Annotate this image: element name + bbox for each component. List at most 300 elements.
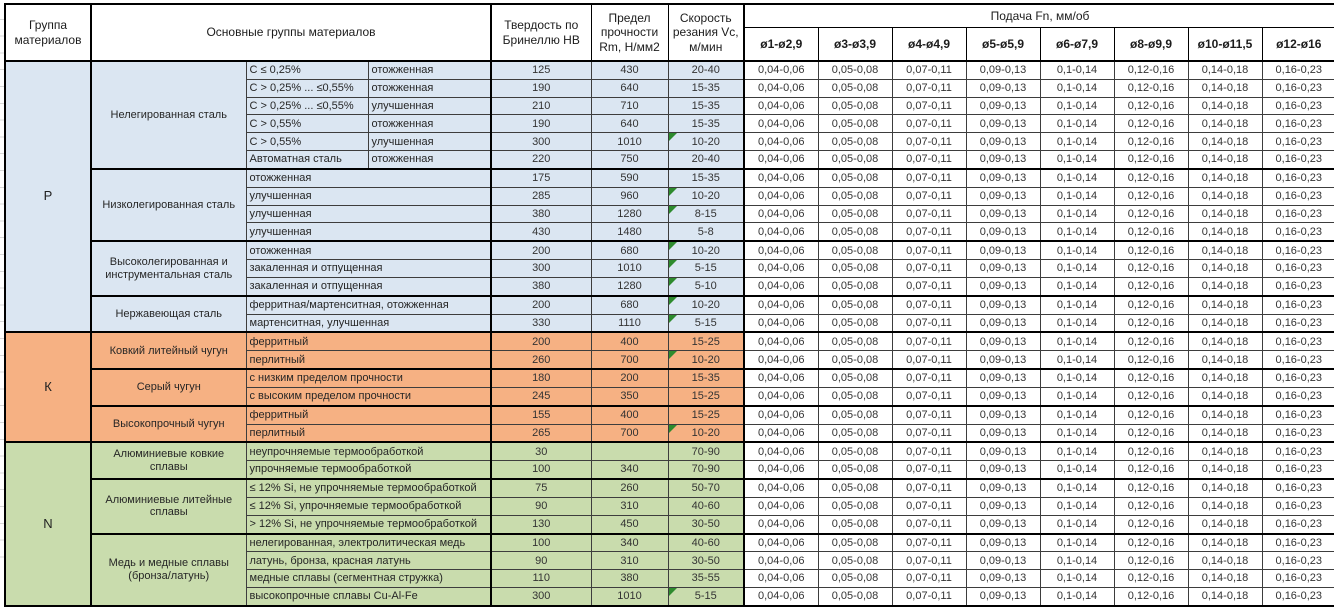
cutting-speed-cell[interactable]: 20-40 bbox=[668, 151, 744, 169]
feed-cell[interactable]: 0,04-0,06 bbox=[744, 205, 818, 223]
feed-cell[interactable]: 0,1-0,14 bbox=[1040, 552, 1114, 570]
feed-cell[interactable]: 0,1-0,14 bbox=[1040, 424, 1114, 442]
material-description-cell[interactable]: перлитный bbox=[246, 351, 491, 369]
feed-cell[interactable]: 0,05-0,08 bbox=[818, 169, 892, 187]
cutting-speed-cell[interactable]: 30-50 bbox=[668, 552, 744, 570]
feed-cell[interactable]: 0,05-0,08 bbox=[818, 241, 892, 259]
hardness-cell[interactable]: 100 bbox=[491, 461, 591, 479]
feed-cell[interactable]: 0,09-0,13 bbox=[966, 442, 1040, 460]
strength-cell[interactable] bbox=[591, 442, 668, 460]
feed-cell[interactable]: 0,14-0,18 bbox=[1188, 133, 1262, 151]
feed-cell[interactable]: 0,04-0,06 bbox=[744, 515, 818, 533]
feed-cell[interactable]: 0,14-0,18 bbox=[1188, 424, 1262, 442]
feed-cell[interactable]: 0,05-0,08 bbox=[818, 332, 892, 350]
header-feed-d10[interactable]: ø10-ø11,5 bbox=[1188, 28, 1262, 62]
header-feed-d5[interactable]: ø5-ø5,9 bbox=[966, 28, 1040, 62]
feed-cell[interactable]: 0,04-0,06 bbox=[744, 479, 818, 497]
feed-cell[interactable]: 0,16-0,23 bbox=[1262, 369, 1334, 387]
strength-cell[interactable]: 710 bbox=[591, 97, 668, 115]
strength-cell[interactable]: 640 bbox=[591, 79, 668, 97]
feed-cell[interactable]: 0,12-0,16 bbox=[1114, 314, 1188, 332]
feed-cell[interactable]: 0,07-0,11 bbox=[892, 223, 966, 241]
header-feed-d4[interactable]: ø4-ø4,9 bbox=[892, 28, 966, 62]
feed-cell[interactable]: 0,05-0,08 bbox=[818, 534, 892, 552]
feed-cell[interactable]: 0,07-0,11 bbox=[892, 351, 966, 369]
feed-cell[interactable]: 0,1-0,14 bbox=[1040, 351, 1114, 369]
feed-cell[interactable]: 0,16-0,23 bbox=[1262, 424, 1334, 442]
feed-cell[interactable]: 0,1-0,14 bbox=[1040, 515, 1114, 533]
feed-cell[interactable]: 0,12-0,16 bbox=[1114, 133, 1188, 151]
hardness-cell[interactable]: 200 bbox=[491, 241, 591, 259]
strength-cell[interactable]: 680 bbox=[591, 241, 668, 259]
strength-cell[interactable]: 750 bbox=[591, 151, 668, 169]
material-description-cell[interactable]: нелегированная, электролитическая медь bbox=[246, 534, 491, 552]
feed-cell[interactable]: 0,14-0,18 bbox=[1188, 169, 1262, 187]
feed-cell[interactable]: 0,1-0,14 bbox=[1040, 260, 1114, 278]
header-feed-d3[interactable]: ø3-ø3,9 bbox=[818, 28, 892, 62]
feed-cell[interactable]: 0,12-0,16 bbox=[1114, 570, 1188, 588]
feed-cell[interactable]: 0,16-0,23 bbox=[1262, 97, 1334, 115]
feed-cell[interactable]: 0,16-0,23 bbox=[1262, 534, 1334, 552]
hardness-cell[interactable]: 30 bbox=[491, 442, 591, 460]
feed-cell[interactable]: 0,09-0,13 bbox=[966, 332, 1040, 350]
feed-cell[interactable]: 0,12-0,16 bbox=[1114, 61, 1188, 79]
feed-cell[interactable]: 0,07-0,11 bbox=[892, 387, 966, 405]
cutting-speed-cell[interactable]: 50-70 bbox=[668, 479, 744, 497]
hardness-cell[interactable]: 90 bbox=[491, 497, 591, 515]
feed-cell[interactable]: 0,1-0,14 bbox=[1040, 79, 1114, 97]
heat-treatment-cell[interactable]: улучшенная bbox=[368, 97, 491, 115]
feed-cell[interactable]: 0,04-0,06 bbox=[744, 169, 818, 187]
cutting-speed-cell[interactable]: 15-25 bbox=[668, 332, 744, 350]
feed-cell[interactable]: 0,07-0,11 bbox=[892, 277, 966, 295]
header-main-groups[interactable]: Основные группы материалов bbox=[91, 4, 491, 61]
feed-cell[interactable]: 0,07-0,11 bbox=[892, 461, 966, 479]
strength-cell[interactable]: 350 bbox=[591, 387, 668, 405]
feed-cell[interactable]: 0,05-0,08 bbox=[818, 552, 892, 570]
feed-cell[interactable]: 0,16-0,23 bbox=[1262, 205, 1334, 223]
feed-cell[interactable]: 0,12-0,16 bbox=[1114, 223, 1188, 241]
feed-cell[interactable]: 0,1-0,14 bbox=[1040, 187, 1114, 205]
feed-cell[interactable]: 0,16-0,23 bbox=[1262, 277, 1334, 295]
strength-cell[interactable]: 310 bbox=[591, 552, 668, 570]
feed-cell[interactable]: 0,12-0,16 bbox=[1114, 97, 1188, 115]
feed-cell[interactable]: 0,16-0,23 bbox=[1262, 115, 1334, 133]
strength-cell[interactable]: 1010 bbox=[591, 588, 668, 606]
feed-cell[interactable]: 0,09-0,13 bbox=[966, 169, 1040, 187]
feed-cell[interactable]: 0,05-0,08 bbox=[818, 351, 892, 369]
feed-cell[interactable]: 0,05-0,08 bbox=[818, 187, 892, 205]
material-description-cell[interactable]: > 12% Si, не упрочняемые термообработкой bbox=[246, 515, 491, 533]
group-code-cell[interactable]: P bbox=[5, 61, 91, 332]
feed-cell[interactable]: 0,04-0,06 bbox=[744, 223, 818, 241]
hardness-cell[interactable]: 75 bbox=[491, 479, 591, 497]
group-code-cell[interactable]: К bbox=[5, 332, 91, 442]
feed-cell[interactable]: 0,16-0,23 bbox=[1262, 387, 1334, 405]
feed-cell[interactable]: 0,09-0,13 bbox=[966, 97, 1040, 115]
feed-cell[interactable]: 0,07-0,11 bbox=[892, 97, 966, 115]
feed-cell[interactable]: 0,14-0,18 bbox=[1188, 552, 1262, 570]
feed-cell[interactable]: 0,09-0,13 bbox=[966, 296, 1040, 314]
subgroup-name-cell[interactable]: Высокопрочный чугун bbox=[91, 406, 246, 443]
hardness-cell[interactable]: 210 bbox=[491, 97, 591, 115]
feed-cell[interactable]: 0,1-0,14 bbox=[1040, 97, 1114, 115]
feed-cell[interactable]: 0,1-0,14 bbox=[1040, 296, 1114, 314]
feed-cell[interactable]: 0,09-0,13 bbox=[966, 479, 1040, 497]
material-description-cell[interactable]: ферритная/мартенситная, отожженная bbox=[246, 296, 491, 314]
carbon-content-cell[interactable]: C > 0,55% bbox=[246, 133, 368, 151]
feed-cell[interactable]: 0,14-0,18 bbox=[1188, 515, 1262, 533]
feed-cell[interactable]: 0,12-0,16 bbox=[1114, 497, 1188, 515]
feed-cell[interactable]: 0,14-0,18 bbox=[1188, 115, 1262, 133]
hardness-cell[interactable]: 100 bbox=[491, 534, 591, 552]
feed-cell[interactable]: 0,12-0,16 bbox=[1114, 387, 1188, 405]
cutting-speed-cell[interactable]: 5-8 bbox=[668, 223, 744, 241]
strength-cell[interactable]: 1110 bbox=[591, 314, 668, 332]
hardness-cell[interactable]: 220 bbox=[491, 151, 591, 169]
feed-cell[interactable]: 0,07-0,11 bbox=[892, 406, 966, 424]
feed-cell[interactable]: 0,05-0,08 bbox=[818, 314, 892, 332]
feed-cell[interactable]: 0,09-0,13 bbox=[966, 369, 1040, 387]
feed-cell[interactable]: 0,09-0,13 bbox=[966, 461, 1040, 479]
header-material-group[interactable]: Группа материалов bbox=[5, 4, 91, 61]
feed-cell[interactable]: 0,04-0,06 bbox=[744, 151, 818, 169]
feed-cell[interactable]: 0,12-0,16 bbox=[1114, 479, 1188, 497]
feed-cell[interactable]: 0,14-0,18 bbox=[1188, 205, 1262, 223]
material-description-cell[interactable]: медные сплавы (сегментная стружка) bbox=[246, 570, 491, 588]
feed-cell[interactable]: 0,04-0,06 bbox=[744, 241, 818, 259]
header-cutting-speed[interactable]: Скорость резания Vc, м/мин bbox=[668, 4, 744, 61]
feed-cell[interactable]: 0,16-0,23 bbox=[1262, 133, 1334, 151]
feed-cell[interactable]: 0,14-0,18 bbox=[1188, 387, 1262, 405]
feed-cell[interactable]: 0,07-0,11 bbox=[892, 260, 966, 278]
subgroup-name-cell[interactable]: Нержавеющая сталь bbox=[91, 296, 246, 333]
feed-cell[interactable]: 0,05-0,08 bbox=[818, 424, 892, 442]
material-description-cell[interactable]: улучшенная bbox=[246, 187, 491, 205]
hardness-cell[interactable]: 285 bbox=[491, 187, 591, 205]
feed-cell[interactable]: 0,12-0,16 bbox=[1114, 588, 1188, 606]
feed-cell[interactable]: 0,07-0,11 bbox=[892, 115, 966, 133]
feed-cell[interactable]: 0,14-0,18 bbox=[1188, 534, 1262, 552]
material-description-cell[interactable]: с высоким пределом прочности bbox=[246, 387, 491, 405]
feed-cell[interactable]: 0,16-0,23 bbox=[1262, 241, 1334, 259]
feed-cell[interactable]: 0,14-0,18 bbox=[1188, 241, 1262, 259]
feed-cell[interactable]: 0,09-0,13 bbox=[966, 406, 1040, 424]
feed-cell[interactable]: 0,12-0,16 bbox=[1114, 515, 1188, 533]
feed-cell[interactable]: 0,05-0,08 bbox=[818, 570, 892, 588]
feed-cell[interactable]: 0,05-0,08 bbox=[818, 406, 892, 424]
hardness-cell[interactable]: 260 bbox=[491, 351, 591, 369]
material-description-cell[interactable]: латунь, бронза, красная латунь bbox=[246, 552, 491, 570]
feed-cell[interactable]: 0,05-0,08 bbox=[818, 223, 892, 241]
feed-cell[interactable]: 0,09-0,13 bbox=[966, 351, 1040, 369]
feed-cell[interactable]: 0,07-0,11 bbox=[892, 205, 966, 223]
feed-cell[interactable]: 0,07-0,11 bbox=[892, 241, 966, 259]
cutting-speed-cell[interactable]: 70-90 bbox=[668, 442, 744, 460]
hardness-cell[interactable]: 155 bbox=[491, 406, 591, 424]
feed-cell[interactable]: 0,04-0,06 bbox=[744, 461, 818, 479]
feed-cell[interactable]: 0,12-0,16 bbox=[1114, 332, 1188, 350]
feed-cell[interactable]: 0,12-0,16 bbox=[1114, 260, 1188, 278]
header-feed-d1[interactable]: ø1-ø2,9 bbox=[744, 28, 818, 62]
feed-cell[interactable]: 0,12-0,16 bbox=[1114, 369, 1188, 387]
feed-cell[interactable]: 0,04-0,06 bbox=[744, 351, 818, 369]
strength-cell[interactable]: 260 bbox=[591, 479, 668, 497]
feed-cell[interactable]: 0,09-0,13 bbox=[966, 241, 1040, 259]
hardness-cell[interactable]: 175 bbox=[491, 169, 591, 187]
feed-cell[interactable]: 0,12-0,16 bbox=[1114, 296, 1188, 314]
feed-cell[interactable]: 0,07-0,11 bbox=[892, 479, 966, 497]
feed-cell[interactable]: 0,14-0,18 bbox=[1188, 479, 1262, 497]
feed-cell[interactable]: 0,05-0,08 bbox=[818, 387, 892, 405]
feed-cell[interactable]: 0,16-0,23 bbox=[1262, 479, 1334, 497]
hardness-cell[interactable]: 330 bbox=[491, 314, 591, 332]
strength-cell[interactable]: 450 bbox=[591, 515, 668, 533]
feed-cell[interactable]: 0,14-0,18 bbox=[1188, 332, 1262, 350]
feed-cell[interactable]: 0,09-0,13 bbox=[966, 424, 1040, 442]
feed-cell[interactable]: 0,04-0,06 bbox=[744, 314, 818, 332]
feed-cell[interactable]: 0,04-0,06 bbox=[744, 442, 818, 460]
strength-cell[interactable]: 960 bbox=[591, 187, 668, 205]
subgroup-name-cell[interactable]: Низколегированная сталь bbox=[91, 169, 246, 241]
feed-cell[interactable]: 0,07-0,11 bbox=[892, 515, 966, 533]
strength-cell[interactable]: 340 bbox=[591, 461, 668, 479]
feed-cell[interactable]: 0,12-0,16 bbox=[1114, 241, 1188, 259]
cutting-speed-cell[interactable]: 35-55 bbox=[668, 570, 744, 588]
subgroup-name-cell[interactable]: Медь и медные сплавы (бронза/латунь) bbox=[91, 534, 246, 606]
feed-cell[interactable]: 0,1-0,14 bbox=[1040, 314, 1114, 332]
feed-cell[interactable]: 0,07-0,11 bbox=[892, 332, 966, 350]
cutting-speed-cell[interactable]: 20-40 bbox=[668, 61, 744, 79]
feed-cell[interactable]: 0,1-0,14 bbox=[1040, 570, 1114, 588]
feed-cell[interactable]: 0,12-0,16 bbox=[1114, 169, 1188, 187]
cutting-speed-cell[interactable]: 15-35 bbox=[668, 169, 744, 187]
feed-cell[interactable]: 0,14-0,18 bbox=[1188, 151, 1262, 169]
strength-cell[interactable]: 1480 bbox=[591, 223, 668, 241]
feed-cell[interactable]: 0,04-0,06 bbox=[744, 406, 818, 424]
feed-cell[interactable]: 0,07-0,11 bbox=[892, 497, 966, 515]
feed-cell[interactable]: 0,12-0,16 bbox=[1114, 151, 1188, 169]
feed-cell[interactable]: 0,14-0,18 bbox=[1188, 442, 1262, 460]
subgroup-name-cell[interactable]: Алюминиевые литейные сплавы bbox=[91, 479, 246, 533]
feed-cell[interactable]: 0,14-0,18 bbox=[1188, 461, 1262, 479]
feed-cell[interactable]: 0,09-0,13 bbox=[966, 133, 1040, 151]
feed-cell[interactable]: 0,07-0,11 bbox=[892, 424, 966, 442]
feed-cell[interactable]: 0,14-0,18 bbox=[1188, 588, 1262, 606]
cutting-speed-cell[interactable]: 15-35 bbox=[668, 79, 744, 97]
cutting-speed-cell[interactable]: 40-60 bbox=[668, 497, 744, 515]
strength-cell[interactable]: 1280 bbox=[591, 205, 668, 223]
feed-cell[interactable]: 0,05-0,08 bbox=[818, 588, 892, 606]
cutting-speed-cell[interactable]: 5-15 bbox=[668, 314, 744, 332]
cutting-speed-cell[interactable]: 10-20 bbox=[668, 187, 744, 205]
feed-cell[interactable]: 0,04-0,06 bbox=[744, 260, 818, 278]
feed-cell[interactable]: 0,09-0,13 bbox=[966, 277, 1040, 295]
feed-cell[interactable]: 0,14-0,18 bbox=[1188, 497, 1262, 515]
strength-cell[interactable]: 1010 bbox=[591, 260, 668, 278]
feed-cell[interactable]: 0,1-0,14 bbox=[1040, 151, 1114, 169]
feed-cell[interactable]: 0,16-0,23 bbox=[1262, 223, 1334, 241]
subgroup-name-cell[interactable]: Алюминиевые ковкие сплавы bbox=[91, 442, 246, 479]
feed-cell[interactable]: 0,1-0,14 bbox=[1040, 223, 1114, 241]
hardness-cell[interactable]: 300 bbox=[491, 588, 591, 606]
feed-cell[interactable]: 0,04-0,06 bbox=[744, 497, 818, 515]
feed-cell[interactable]: 0,14-0,18 bbox=[1188, 369, 1262, 387]
feed-cell[interactable]: 0,14-0,18 bbox=[1188, 296, 1262, 314]
subgroup-name-cell[interactable]: Нелегированная сталь bbox=[91, 61, 246, 169]
feed-cell[interactable]: 0,04-0,06 bbox=[744, 187, 818, 205]
strength-cell[interactable]: 1010 bbox=[591, 133, 668, 151]
feed-cell[interactable]: 0,05-0,08 bbox=[818, 296, 892, 314]
heat-treatment-cell[interactable]: улучшенная bbox=[368, 133, 491, 151]
feed-cell[interactable]: 0,09-0,13 bbox=[966, 588, 1040, 606]
feed-cell[interactable]: 0,12-0,16 bbox=[1114, 552, 1188, 570]
feed-cell[interactable]: 0,05-0,08 bbox=[818, 277, 892, 295]
strength-cell[interactable]: 700 bbox=[591, 424, 668, 442]
feed-cell[interactable]: 0,05-0,08 bbox=[818, 479, 892, 497]
feed-cell[interactable]: 0,05-0,08 bbox=[818, 442, 892, 460]
feed-cell[interactable]: 0,07-0,11 bbox=[892, 369, 966, 387]
heat-treatment-cell[interactable]: отожженная bbox=[368, 151, 491, 169]
feed-cell[interactable]: 0,09-0,13 bbox=[966, 187, 1040, 205]
hardness-cell[interactable]: 265 bbox=[491, 424, 591, 442]
feed-cell[interactable]: 0,12-0,16 bbox=[1114, 442, 1188, 460]
feed-cell[interactable]: 0,09-0,13 bbox=[966, 570, 1040, 588]
feed-cell[interactable]: 0,09-0,13 bbox=[966, 515, 1040, 533]
feed-cell[interactable]: 0,1-0,14 bbox=[1040, 588, 1114, 606]
feed-cell[interactable]: 0,05-0,08 bbox=[818, 79, 892, 97]
feed-cell[interactable]: 0,04-0,06 bbox=[744, 296, 818, 314]
strength-cell[interactable]: 400 bbox=[591, 332, 668, 350]
cutting-speed-cell[interactable]: 5-15 bbox=[668, 260, 744, 278]
feed-cell[interactable]: 0,07-0,11 bbox=[892, 588, 966, 606]
feed-cell[interactable]: 0,05-0,08 bbox=[818, 151, 892, 169]
feed-cell[interactable]: 0,16-0,23 bbox=[1262, 260, 1334, 278]
carbon-content-cell[interactable]: C ≤ 0,25% bbox=[246, 61, 368, 79]
feed-cell[interactable]: 0,12-0,16 bbox=[1114, 187, 1188, 205]
feed-cell[interactable]: 0,16-0,23 bbox=[1262, 406, 1334, 424]
feed-cell[interactable]: 0,09-0,13 bbox=[966, 115, 1040, 133]
cutting-speed-cell[interactable]: 10-20 bbox=[668, 424, 744, 442]
material-description-cell[interactable]: улучшенная bbox=[246, 223, 491, 241]
feed-cell[interactable]: 0,12-0,16 bbox=[1114, 351, 1188, 369]
hardness-cell[interactable]: 125 bbox=[491, 61, 591, 79]
hardness-cell[interactable]: 190 bbox=[491, 79, 591, 97]
feed-cell[interactable]: 0,07-0,11 bbox=[892, 534, 966, 552]
feed-cell[interactable]: 0,1-0,14 bbox=[1040, 133, 1114, 151]
feed-cell[interactable]: 0,1-0,14 bbox=[1040, 406, 1114, 424]
cutting-speed-cell[interactable]: 30-50 bbox=[668, 515, 744, 533]
feed-cell[interactable]: 0,16-0,23 bbox=[1262, 79, 1334, 97]
feed-cell[interactable]: 0,16-0,23 bbox=[1262, 497, 1334, 515]
material-description-cell[interactable]: отожженная bbox=[246, 169, 491, 187]
feed-cell[interactable]: 0,09-0,13 bbox=[966, 151, 1040, 169]
cutting-speed-cell[interactable]: 70-90 bbox=[668, 461, 744, 479]
feed-cell[interactable]: 0,09-0,13 bbox=[966, 260, 1040, 278]
feed-cell[interactable]: 0,1-0,14 bbox=[1040, 115, 1114, 133]
strength-cell[interactable]: 380 bbox=[591, 570, 668, 588]
feed-cell[interactable]: 0,16-0,23 bbox=[1262, 515, 1334, 533]
feed-cell[interactable]: 0,07-0,11 bbox=[892, 552, 966, 570]
feed-cell[interactable]: 0,1-0,14 bbox=[1040, 369, 1114, 387]
feed-cell[interactable]: 0,05-0,08 bbox=[818, 461, 892, 479]
feed-cell[interactable]: 0,14-0,18 bbox=[1188, 314, 1262, 332]
subgroup-name-cell[interactable]: Ковкий литейный чугун bbox=[91, 332, 246, 369]
feed-cell[interactable]: 0,16-0,23 bbox=[1262, 61, 1334, 79]
feed-cell[interactable]: 0,07-0,11 bbox=[892, 61, 966, 79]
material-description-cell[interactable]: высокопрочные сплавы Cu-Al-Fe bbox=[246, 588, 491, 606]
feed-cell[interactable]: 0,16-0,23 bbox=[1262, 570, 1334, 588]
feed-cell[interactable]: 0,04-0,06 bbox=[744, 115, 818, 133]
material-description-cell[interactable]: закаленная и отпущенная bbox=[246, 277, 491, 295]
strength-cell[interactable]: 340 bbox=[591, 534, 668, 552]
cutting-speed-cell[interactable]: 8-15 bbox=[668, 205, 744, 223]
feed-cell[interactable]: 0,05-0,08 bbox=[818, 115, 892, 133]
feed-cell[interactable]: 0,1-0,14 bbox=[1040, 277, 1114, 295]
feed-cell[interactable]: 0,04-0,06 bbox=[744, 369, 818, 387]
cutting-speed-cell[interactable]: 15-35 bbox=[668, 115, 744, 133]
feed-cell[interactable]: 0,07-0,11 bbox=[892, 570, 966, 588]
feed-cell[interactable]: 0,1-0,14 bbox=[1040, 387, 1114, 405]
hardness-cell[interactable]: 300 bbox=[491, 133, 591, 151]
feed-cell[interactable]: 0,05-0,08 bbox=[818, 497, 892, 515]
feed-cell[interactable]: 0,12-0,16 bbox=[1114, 534, 1188, 552]
feed-cell[interactable]: 0,16-0,23 bbox=[1262, 296, 1334, 314]
header-feed-d8[interactable]: ø8-ø9,9 bbox=[1114, 28, 1188, 62]
feed-cell[interactable]: 0,09-0,13 bbox=[966, 314, 1040, 332]
feed-cell[interactable]: 0,04-0,06 bbox=[744, 387, 818, 405]
feed-cell[interactable]: 0,1-0,14 bbox=[1040, 332, 1114, 350]
feed-cell[interactable]: 0,12-0,16 bbox=[1114, 406, 1188, 424]
feed-cell[interactable]: 0,04-0,06 bbox=[744, 552, 818, 570]
feed-cell[interactable]: 0,05-0,08 bbox=[818, 205, 892, 223]
cutting-speed-cell[interactable]: 10-20 bbox=[668, 351, 744, 369]
feed-cell[interactable]: 0,07-0,11 bbox=[892, 169, 966, 187]
material-description-cell[interactable]: перлитный bbox=[246, 424, 491, 442]
strength-cell[interactable]: 1280 bbox=[591, 277, 668, 295]
feed-cell[interactable]: 0,1-0,14 bbox=[1040, 205, 1114, 223]
material-description-cell[interactable]: ферритный bbox=[246, 332, 491, 350]
strength-cell[interactable]: 200 bbox=[591, 369, 668, 387]
feed-cell[interactable]: 0,16-0,23 bbox=[1262, 442, 1334, 460]
carbon-content-cell[interactable]: C > 0,25% ... ≤0,55% bbox=[246, 97, 368, 115]
material-description-cell[interactable]: мартенситная, улучшенная bbox=[246, 314, 491, 332]
feed-cell[interactable]: 0,1-0,14 bbox=[1040, 461, 1114, 479]
feed-cell[interactable]: 0,14-0,18 bbox=[1188, 97, 1262, 115]
hardness-cell[interactable]: 110 bbox=[491, 570, 591, 588]
feed-cell[interactable]: 0,16-0,23 bbox=[1262, 461, 1334, 479]
feed-cell[interactable]: 0,09-0,13 bbox=[966, 497, 1040, 515]
header-feed-d6[interactable]: ø6-ø7,9 bbox=[1040, 28, 1114, 62]
strength-cell[interactable]: 400 bbox=[591, 406, 668, 424]
feed-cell[interactable]: 0,12-0,16 bbox=[1114, 277, 1188, 295]
group-code-cell[interactable]: N bbox=[5, 442, 91, 605]
material-description-cell[interactable]: упрочняемые термообработкой bbox=[246, 461, 491, 479]
cutting-speed-cell[interactable]: 15-25 bbox=[668, 406, 744, 424]
hardness-cell[interactable]: 380 bbox=[491, 277, 591, 295]
feed-cell[interactable]: 0,16-0,23 bbox=[1262, 187, 1334, 205]
feed-cell[interactable]: 0,14-0,18 bbox=[1188, 79, 1262, 97]
feed-cell[interactable]: 0,09-0,13 bbox=[966, 534, 1040, 552]
carbon-content-cell[interactable]: C > 0,25% ... ≤0,55% bbox=[246, 79, 368, 97]
carbon-content-cell[interactable]: Автоматная сталь bbox=[246, 151, 368, 169]
hardness-cell[interactable]: 300 bbox=[491, 260, 591, 278]
hardness-cell[interactable]: 90 bbox=[491, 552, 591, 570]
feed-cell[interactable]: 0,04-0,06 bbox=[744, 133, 818, 151]
feed-cell[interactable]: 0,04-0,06 bbox=[744, 332, 818, 350]
strength-cell[interactable]: 700 bbox=[591, 351, 668, 369]
feed-cell[interactable]: 0,1-0,14 bbox=[1040, 497, 1114, 515]
